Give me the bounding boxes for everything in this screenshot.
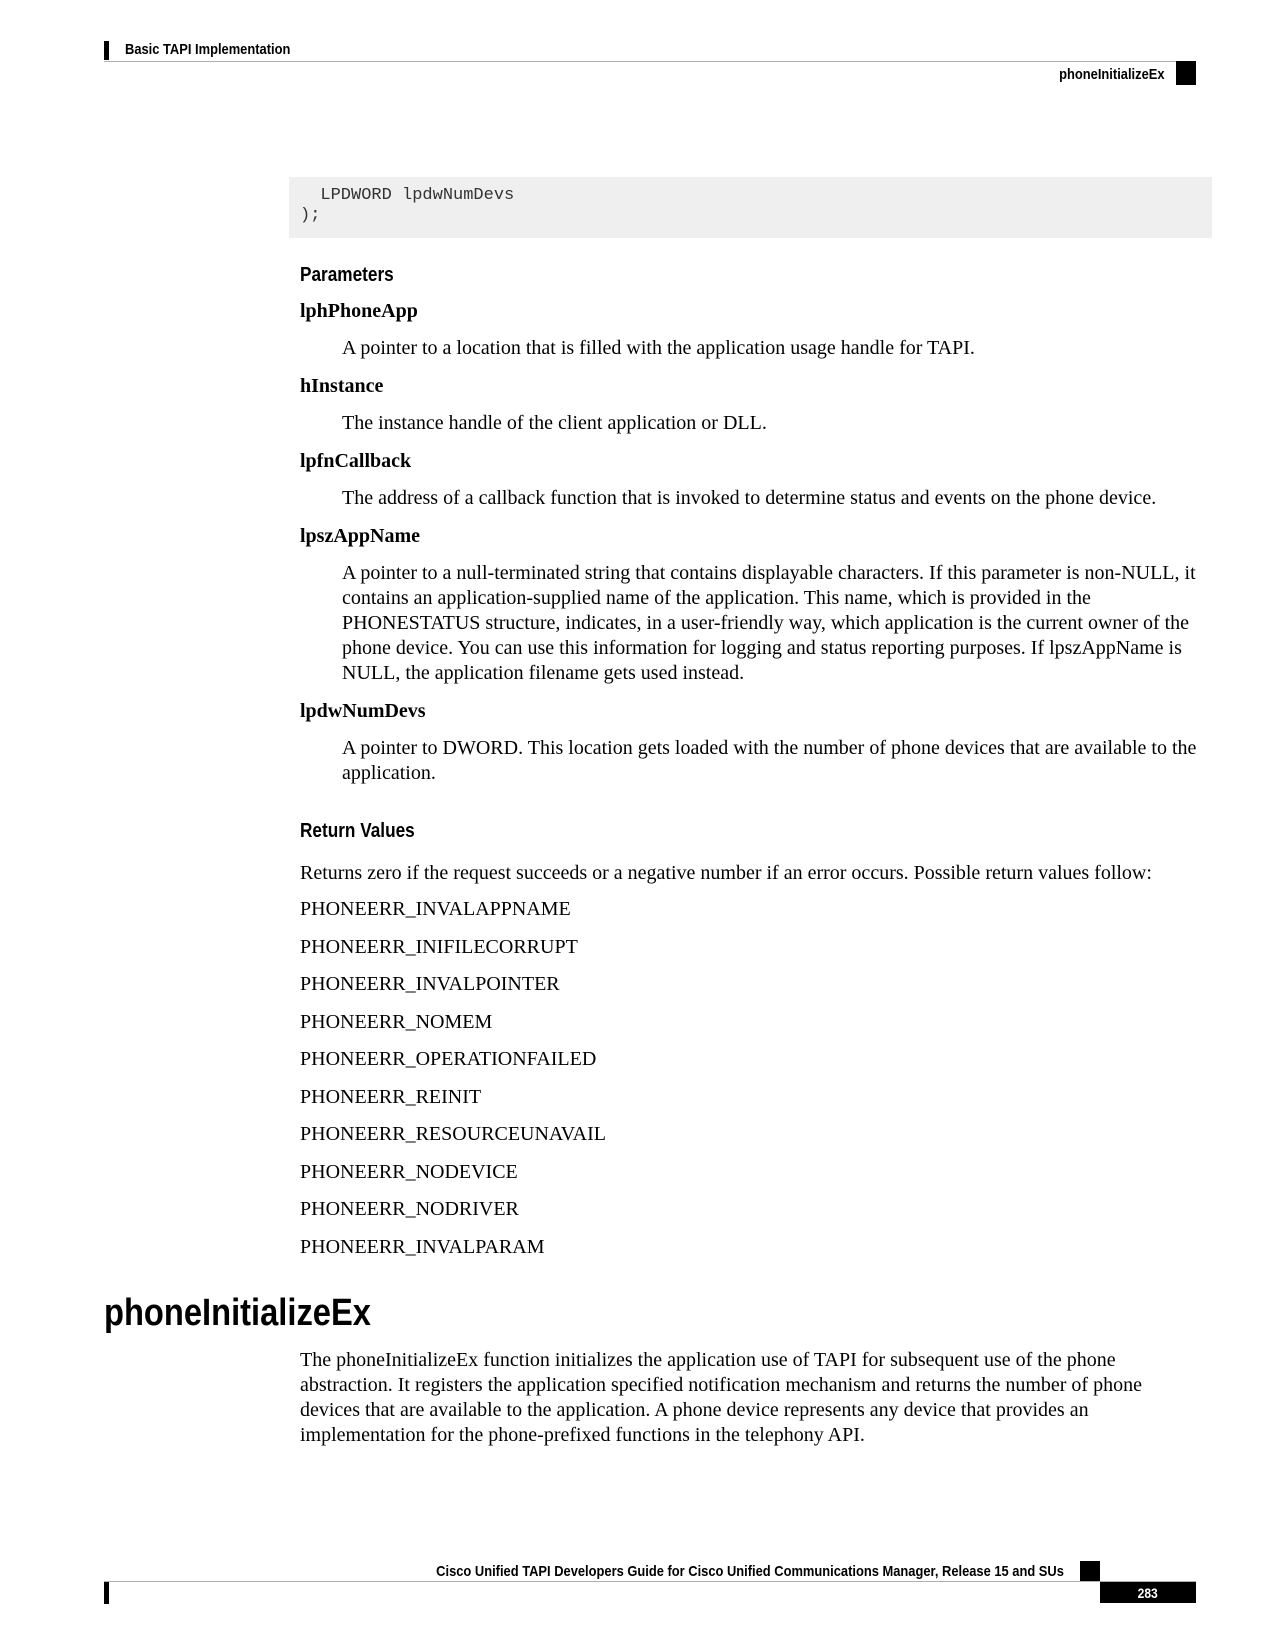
param-description: A pointer to a null-terminated string that contains displayable characters. If this parameter is non-NULL, it contains an application-supplied name of the application. This name, which is provided in the PHONESTATUS structure, indicates, in a user-friendly way, which application is the current owner of the phone device. You can use this information for logging and status reporting purposes. If lpszAppName is NULL, the application filename gets used instead. [342,562,1196,684]
header-chapter-title: Basic TAPI Implementation [125,41,291,58]
code-line: LPDWORD lpdwNumDevs [300,186,515,205]
header-section-title: phoneInitializeEx [1059,66,1165,83]
return-values-list [300,897,606,1272]
param-name-hinstance: hInstance [300,375,384,397]
section-title: phoneInitializeEx [104,1292,371,1334]
footer-left-bar [104,1582,109,1604]
list-item: PHONEERR_NOMEM [300,1010,493,1033]
param-name-lpfncallback: lpfnCallback [300,450,412,472]
list-item: PHONEERR_REINIT [300,1085,482,1108]
header-marker [1176,61,1196,85]
param-description: The instance handle of the client application or DLL. [342,412,767,434]
param-description: A pointer to a location that is filled with the application usage handle for TAPI. [342,337,975,359]
list-item: PHONEERR_OPERATIONFAILED [300,1048,597,1070]
header-rule [104,61,1196,62]
param-description: The address of a callback function that is invoked to determine status and events on the phone device. [342,487,1157,509]
page-number: 283 [1137,1584,1159,1601]
page-number-box [1100,1582,1196,1603]
list-item: PHONEERR_NODRIVER [300,1198,519,1220]
list-item: PHONEERR_NODEVICE [300,1160,518,1183]
footer-marker [1080,1561,1100,1581]
parameters-heading: Parameters [300,264,394,286]
param-name-lphphoneapp: lphPhoneApp [300,300,418,322]
list-item: PHONEERR_INVALAPPNAME [300,898,571,920]
code-block [289,177,1212,238]
footer-title: Cisco Unified TAPI Developers Guide for Cisco Unified Communications Manager, Release 15 and SUs [436,1563,1064,1580]
list-item: PHONEERR_INVALPOINTER [300,973,560,995]
footer-rule [104,1581,1196,1582]
param-name-lpszappname: lpszAppName [300,525,421,547]
list-item: PHONEERR_RESOURCEUNAVAIL [300,1123,606,1145]
list-item: PHONEERR_INIFILECORRUPT [300,935,578,958]
code-line: ); [300,206,321,225]
list-item: PHONEERR_INVALPARAM [300,1235,545,1258]
param-name-lpdwnumdevs: lpdwNumDevs [300,700,426,722]
section-body: The phoneInitializeEx function initializes the application use of TAPI for subsequent use of the phone abstraction. It registers the application specified notification mechanism and returns the number of phone devices that are available to the application. A phone device represents any device that provides an implementation for the phone-prefixed functions in the telephony API. [300,1349,1142,1446]
header-left-bar [104,41,109,60]
param-description: A pointer to DWORD. This location gets loaded with the number of phone devices that are available to the application. [342,737,1197,784]
return-values-heading: Return Values [300,820,415,842]
return-values-intro: Returns zero if the request succeeds or a negative number if an error occurs. Possible return values follow: [300,862,1152,884]
